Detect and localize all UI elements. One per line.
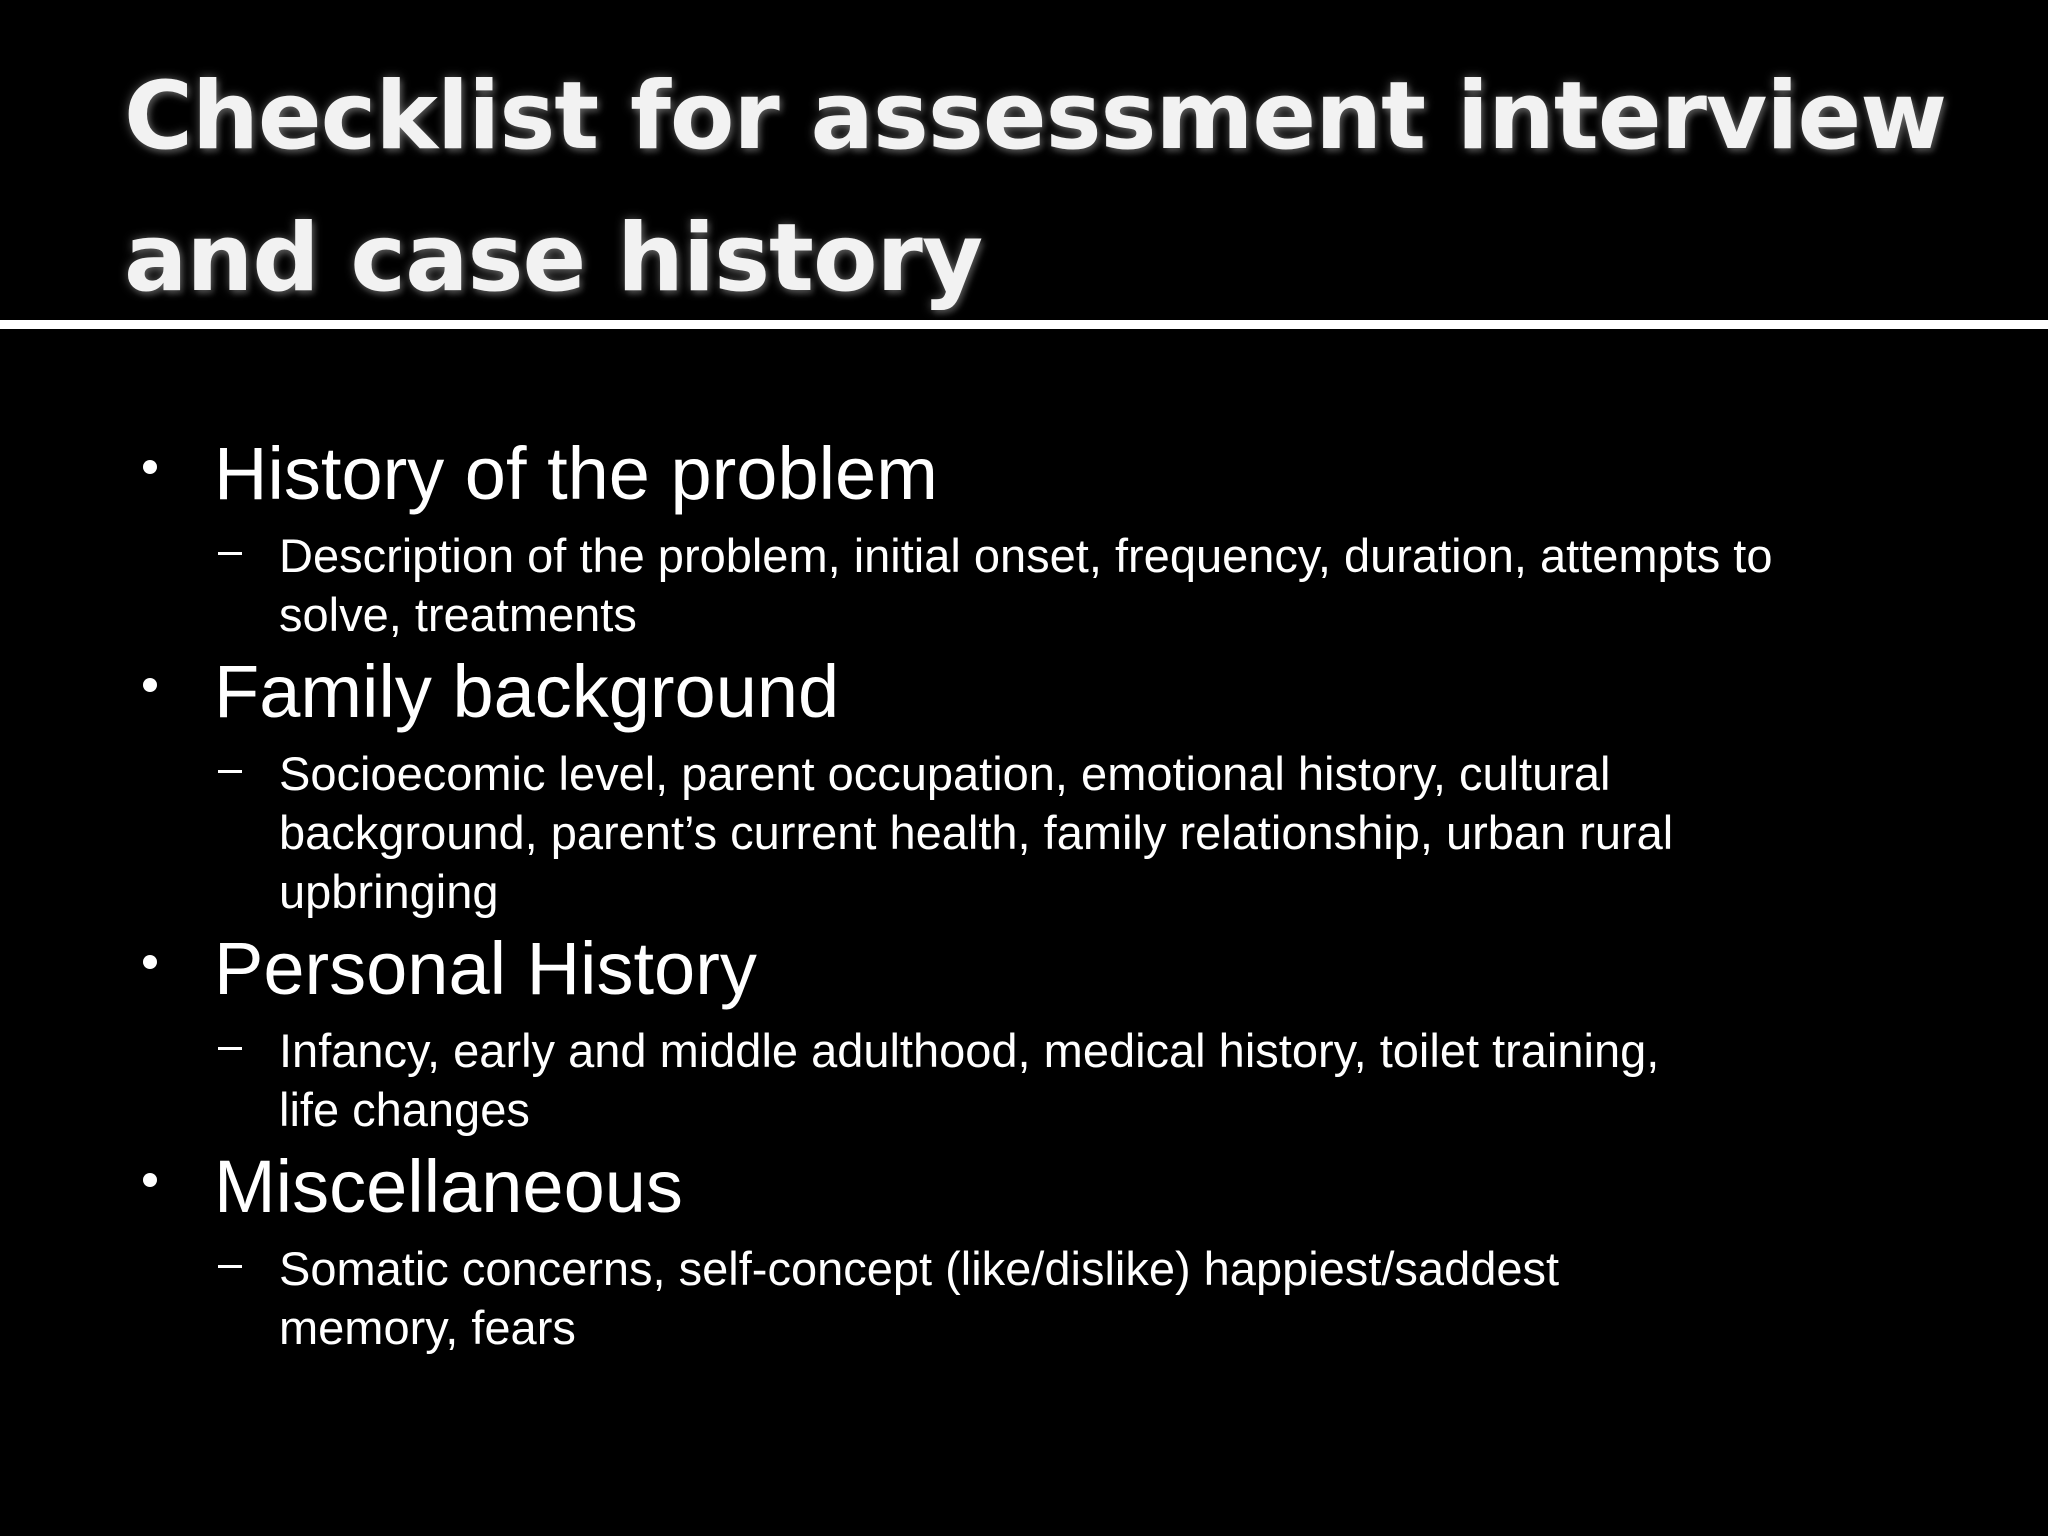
sub-item-line: background, parent’s current health, family relationship, urban rural [279, 806, 1674, 859]
slide-title-line: Checklist for assessment interview [124, 62, 1947, 171]
sub-item-line: solve, treatments [279, 588, 637, 641]
bullet-icon [143, 1173, 157, 1187]
bullet-heading: Miscellaneous [214, 1145, 683, 1228]
sub-item [0, 526, 2048, 644]
bullet-heading: History of the problem [214, 432, 938, 515]
bullet-icon [143, 955, 157, 969]
bullet-item [0, 1143, 2048, 1231]
slide-title-line: and case history [124, 204, 983, 313]
sub-item-line: upbringing [279, 865, 499, 918]
bullet-list [0, 430, 2048, 1357]
bullet-icon [143, 678, 157, 692]
bullet-heading: Family background [214, 650, 840, 733]
sub-item-line: Description of the problem, initial onset, frequency, duration, attempts to [279, 529, 1773, 582]
bullet-item [0, 925, 2048, 1013]
sub-item-text [279, 744, 1919, 921]
sub-item-line: memory, fears [279, 1301, 576, 1354]
bullet-heading: Personal History [214, 927, 757, 1010]
sub-item-line: Infancy, early and middle adulthood, medical history, toilet training, [279, 1024, 1660, 1077]
dash-icon [218, 770, 242, 773]
bullet-item [0, 648, 2048, 736]
sub-item-line: life changes [279, 1083, 530, 1136]
dash-icon [218, 1047, 242, 1050]
dash-icon [218, 552, 242, 555]
sub-item-line: Socioecomic level, parent occupation, emotional history, cultural [279, 747, 1611, 800]
bullet-item [0, 430, 2048, 518]
sub-item [0, 1239, 2048, 1357]
dash-icon [218, 1265, 242, 1268]
sub-item [0, 1021, 2048, 1139]
title-divider [0, 320, 2048, 329]
sub-item [0, 744, 2048, 921]
sub-item-text [279, 526, 1919, 644]
slide-title [124, 46, 1984, 330]
bullet-icon [143, 460, 157, 474]
sub-item-text [279, 1021, 1919, 1139]
sub-item-text [279, 1239, 1919, 1357]
sub-item-line: Somatic concerns, self-concept (like/dislike) happiest/saddest [279, 1242, 1560, 1295]
